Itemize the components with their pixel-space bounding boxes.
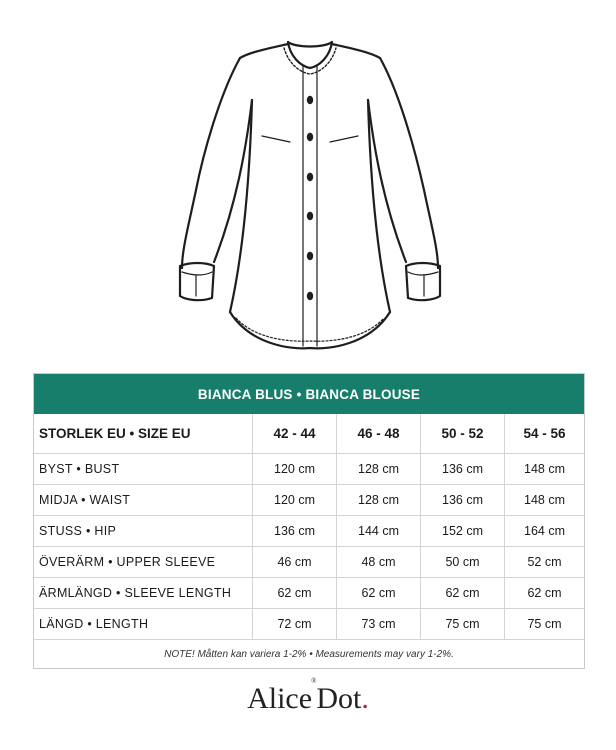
table-row [34,485,584,516]
table-cell: 148 cm [504,485,584,515]
table-row [34,516,584,547]
row-label: LÄNGD • LENGTH [39,617,149,631]
registered-mark: ® [311,677,317,685]
row-label: BYST • BUST [39,462,120,476]
blouse-illustration [160,28,460,363]
header-cell: 42 - 44 [252,414,336,453]
brand-period: . [361,682,369,715]
table-cell: 62 cm [504,578,584,608]
table-cell: 75 cm [504,609,584,639]
table-row [34,454,584,485]
table-cell: 73 cm [336,609,420,639]
table-cell: 62 cm [252,578,336,608]
table-cell: 120 cm [252,454,336,484]
table-title: BIANCA BLUS • BIANCA BLOUSE [34,374,584,414]
table-cell: 164 cm [504,516,584,546]
header-cell: 54 - 56 [504,414,584,453]
row-label: MIDJA • WAIST [39,493,131,507]
header-cell: 50 - 52 [420,414,504,453]
table-cell: 128 cm [336,454,420,484]
row-label: STUSS • HIP [39,524,117,538]
brand-logo [0,677,616,716]
row-label: ÄRMLÄNGD • SLEEVE LENGTH [39,586,232,600]
header-cell: STORLEK EU • SIZE EU [39,426,191,441]
table-cell: 152 cm [420,516,504,546]
table-cell: 128 cm [336,485,420,515]
table-header-row [34,414,584,454]
table-cell: 148 cm [504,454,584,484]
table-cell: 46 cm [252,547,336,577]
table-cell: 75 cm [420,609,504,639]
table-cell: 48 cm [336,547,420,577]
measurement-note: NOTE! Måtten kan variera 1-2% • Measurements may vary 1-2%. [164,648,454,660]
table-cell: 144 cm [336,516,420,546]
table-cell: 120 cm [252,485,336,515]
row-label: ÖVERÄRM • UPPER SLEEVE [39,555,216,569]
table-cell: 72 cm [252,609,336,639]
header-cell: 46 - 48 [336,414,420,453]
table-row [34,609,584,640]
table-cell: 136 cm [252,516,336,546]
table-cell: 62 cm [336,578,420,608]
table-cell: 62 cm [420,578,504,608]
table-cell: 52 cm [504,547,584,577]
table-cell: 136 cm [420,454,504,484]
table-cell: 136 cm [420,485,504,515]
table-row [34,547,584,578]
brand-name-alice: Alice [247,682,313,715]
table-row [34,578,584,609]
brand-name-dot: Dot [316,682,362,715]
size-table [33,373,585,669]
table-cell: 50 cm [420,547,504,577]
